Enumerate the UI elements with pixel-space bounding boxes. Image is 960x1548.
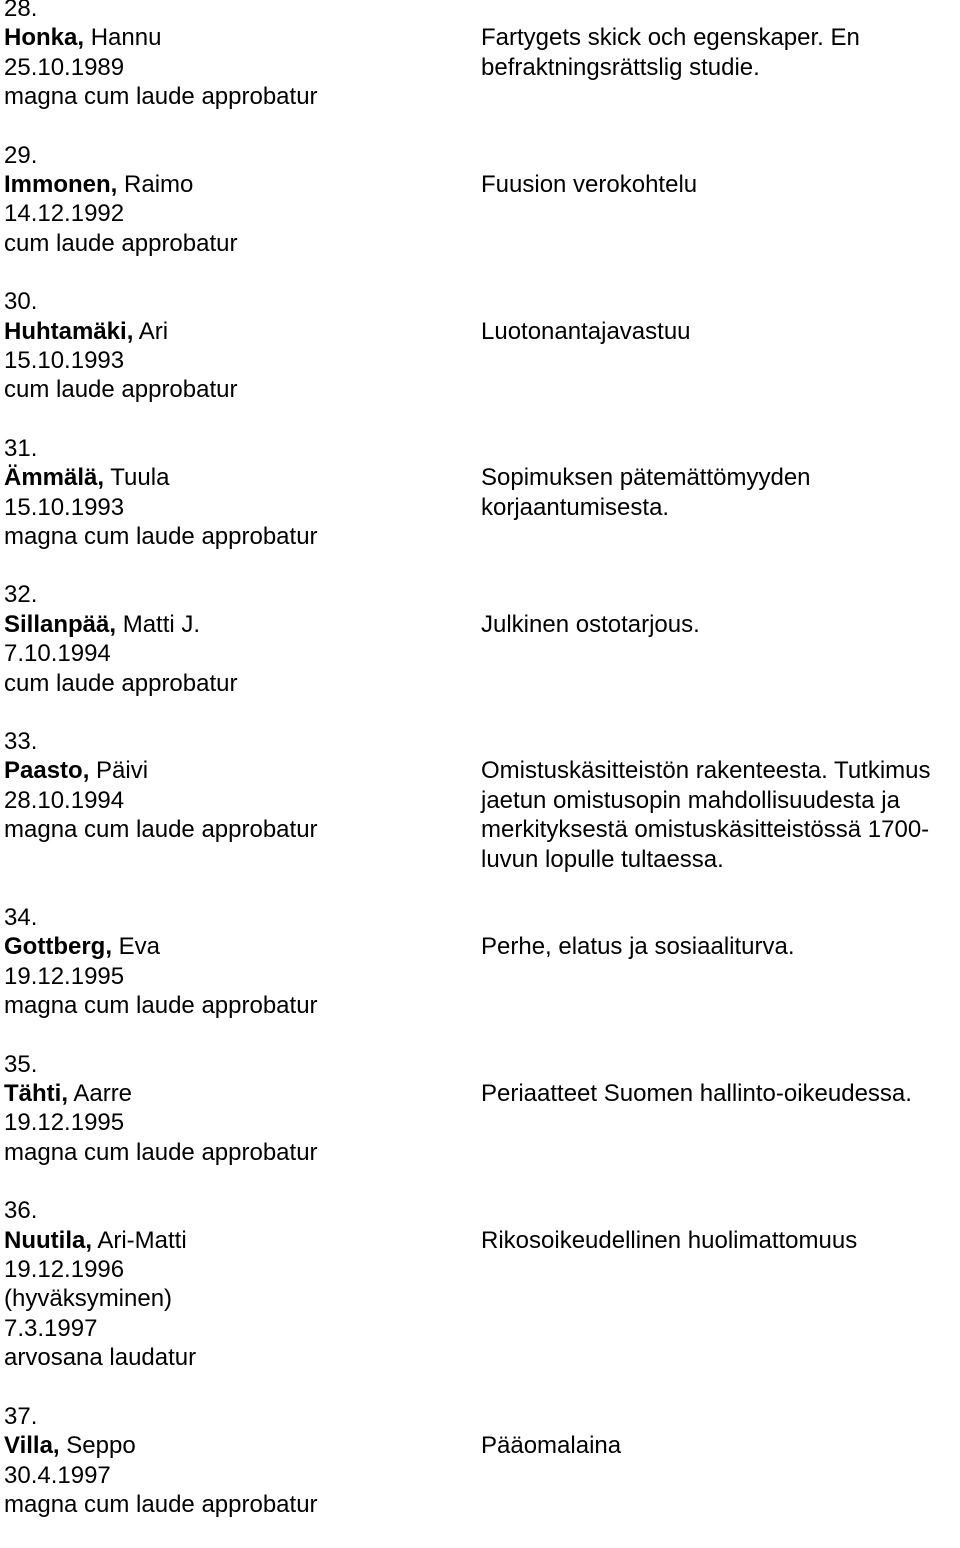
title-spacer [481, 0, 956, 23]
author-given-name: Seppo [66, 1432, 136, 1460]
title-line: Fartygets skick och egenskaper. En [481, 24, 860, 52]
title-spacer [481, 1050, 956, 1079]
author-given-name: Eva [118, 933, 161, 961]
dissertation-title [481, 727, 956, 874]
title-line: befraktningsrättslig studie. [481, 53, 760, 81]
dissertation-title [481, 1050, 956, 1168]
author-surname: Nuutila, [4, 1226, 92, 1254]
dissertation-entry [4, 580, 956, 698]
dissertation-entry [4, 434, 956, 552]
author-info [4, 727, 481, 874]
dissertation-title [481, 141, 956, 259]
author-detail: magna cum laude approbatur [4, 816, 318, 844]
author-detail: 30.4.1997 [4, 1461, 111, 1489]
dissertation-entry [4, 287, 956, 405]
author-info [4, 0, 481, 112]
dissertation-title [481, 287, 956, 405]
author-detail: 15.10.1993 [4, 493, 125, 521]
author-detail: 25.10.1989 [4, 53, 125, 81]
author-name [4, 23, 481, 52]
title-line: Julkinen ostotarjous. [481, 610, 700, 638]
title-spacer [481, 1196, 956, 1225]
dissertation-entry [4, 903, 956, 1021]
author-surname: Ämmälä, [4, 464, 105, 492]
title-line: luvun lopulle tultaessa. [481, 845, 724, 873]
title-spacer [481, 580, 956, 609]
entry-number: 29. [4, 141, 38, 169]
title-line: Omistuskäsitteistön rakenteesta. Tutkimus [481, 757, 931, 785]
title-spacer [481, 434, 956, 463]
title-line: Luotonantajavastuu [481, 317, 691, 345]
author-detail: cum laude approbatur [4, 376, 238, 404]
title-line: jaetun omistusopin mahdollisuudesta ja [481, 786, 900, 814]
title-line: korjaantumisesta. [481, 493, 670, 521]
author-name [4, 1431, 481, 1460]
entry-number: 36. [4, 1197, 38, 1225]
author-detail: cum laude approbatur [4, 229, 238, 257]
author-name [4, 1079, 481, 1108]
title-spacer [481, 141, 956, 170]
title-spacer [481, 727, 956, 756]
author-surname: Gottberg, [4, 933, 112, 961]
title-line: merkityksestä omistuskäsitteistössä 1700- [481, 816, 930, 844]
author-given-name: Hannu [90, 24, 162, 52]
author-detail: 7.3.1997 [4, 1314, 98, 1342]
author-info [4, 903, 481, 1021]
title-spacer [481, 903, 956, 932]
dissertation-entry [4, 1050, 956, 1168]
author-name [4, 932, 481, 961]
author-surname: Paasto, [4, 757, 90, 785]
author-given-name: Tuula [110, 464, 170, 492]
entry-number: 30. [4, 288, 38, 316]
author-name [4, 756, 481, 785]
author-surname: Immonen, [4, 171, 118, 198]
author-detail: 19.12.1995 [4, 1109, 125, 1137]
entry-number: 37. [4, 1402, 38, 1430]
title-line: Periaatteet Suomen hallinto-oikeudessa. [481, 1080, 912, 1108]
author-surname: Sillanpää, [4, 610, 117, 638]
dissertation-title [481, 1196, 956, 1372]
dissertation-title [481, 0, 956, 112]
author-surname: Villa, [4, 1432, 60, 1460]
author-surname: Huhtamäki, [4, 317, 134, 345]
entry-number: 33. [4, 728, 38, 756]
author-detail: 28.10.1994 [4, 786, 125, 814]
author-given-name: Matti J. [122, 610, 201, 638]
dissertation-entry [4, 1402, 956, 1520]
author-detail: magna cum laude approbatur [4, 1490, 318, 1518]
author-info [4, 1196, 481, 1372]
entry-number: 32. [4, 581, 38, 609]
title-spacer [481, 287, 956, 316]
dissertation-entry [4, 0, 956, 112]
author-name [4, 1226, 481, 1255]
title-line: Fuusion verokohtelu [481, 171, 698, 198]
author-name [4, 463, 481, 492]
author-surname: Honka, [4, 24, 85, 52]
author-detail: 7.10.1994 [4, 640, 111, 668]
author-detail: 15.10.1993 [4, 347, 125, 375]
author-name [4, 170, 481, 199]
author-detail: magna cum laude approbatur [4, 523, 318, 551]
dissertation-entry [4, 1196, 956, 1372]
dissertation-entry [4, 141, 956, 259]
author-given-name: Ari-Matti [97, 1226, 187, 1254]
title-line: Pääomalaina [481, 1432, 622, 1460]
dissertation-title [481, 1402, 956, 1520]
title-line: Rikosoikeudellinen huolimattomuus [481, 1226, 858, 1254]
entry-number: 34. [4, 904, 38, 932]
dissertation-title [481, 903, 956, 1021]
dissertation-entry [4, 727, 956, 874]
author-detail: magna cum laude approbatur [4, 1138, 318, 1166]
entry-number: 28. [4, 0, 38, 22]
author-info [4, 141, 481, 259]
author-info [4, 434, 481, 552]
author-detail: arvosana laudatur [4, 1344, 197, 1372]
author-given-name: Ari [138, 317, 169, 345]
dissertation-list [4, 0, 956, 1548]
title-line: Perhe, elatus ja sosiaaliturva. [481, 933, 795, 961]
author-surname: Tähti, [4, 1080, 68, 1108]
author-detail: 14.12.1992 [4, 200, 125, 228]
author-info [4, 287, 481, 405]
author-detail: 19.12.1995 [4, 962, 125, 990]
author-info [4, 1050, 481, 1168]
dissertation-title [481, 580, 956, 698]
author-detail: cum laude approbatur [4, 669, 238, 697]
author-detail: (hyväksyminen) [4, 1285, 173, 1313]
author-detail: magna cum laude approbatur [4, 992, 318, 1020]
author-given-name: Raimo [124, 171, 194, 198]
author-info [4, 1402, 481, 1520]
author-info [4, 580, 481, 698]
author-given-name: Päivi [96, 757, 149, 785]
dissertation-title [481, 434, 956, 552]
author-name [4, 610, 481, 639]
author-detail: 19.12.1996 [4, 1256, 125, 1284]
author-name [4, 317, 481, 346]
title-line: Sopimuksen pätemättömyyden [481, 464, 811, 492]
entry-number: 31. [4, 434, 38, 462]
entry-number: 35. [4, 1050, 38, 1078]
author-detail: magna cum laude approbatur [4, 83, 318, 111]
author-given-name: Aarre [73, 1080, 133, 1108]
title-spacer [481, 1402, 956, 1431]
